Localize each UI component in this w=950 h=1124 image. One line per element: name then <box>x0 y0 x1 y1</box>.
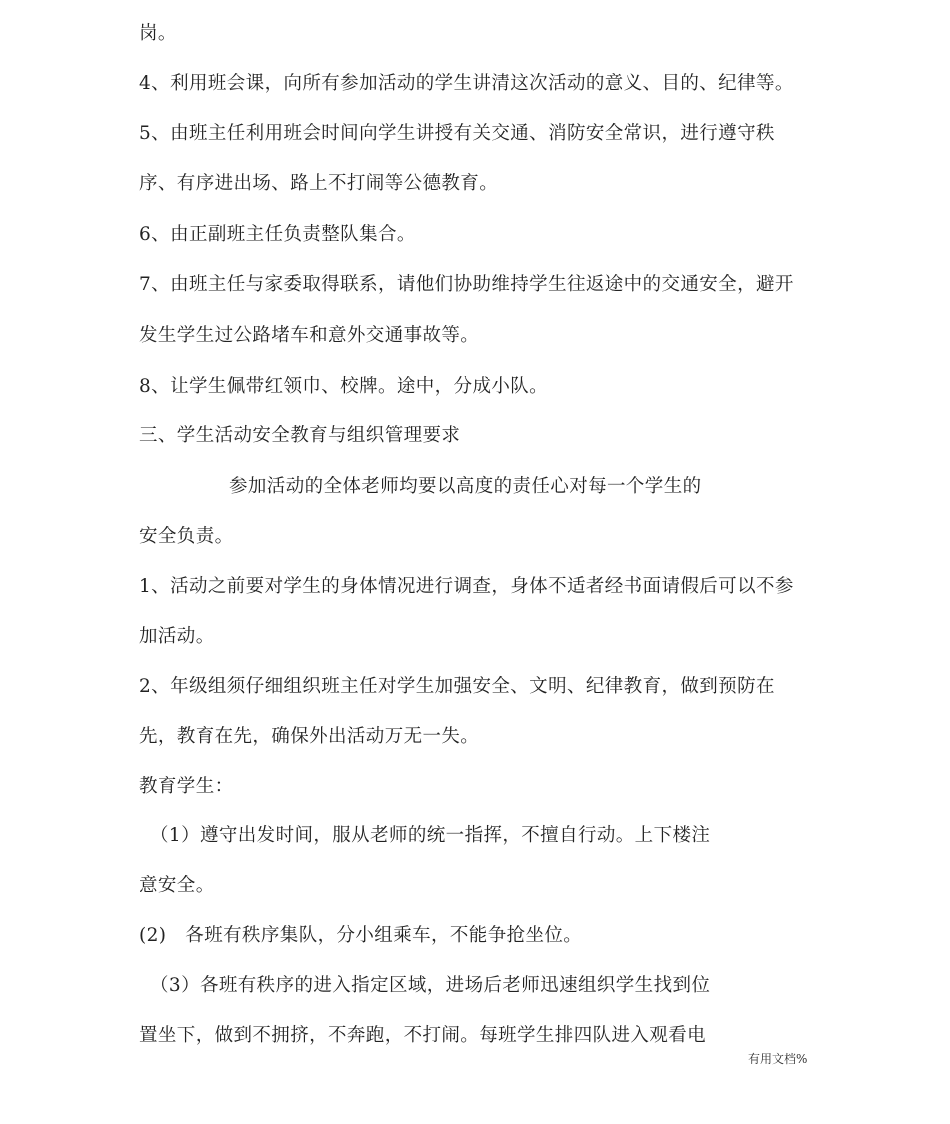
text-line-3: 5、由班主任利用班会时间向学生讲授有关交通、消防安全常识，进行遵守秩 <box>139 123 775 144</box>
text-line-11: 安全负责。 <box>139 526 234 547</box>
text-line-7: 发生学生过公路堵车和意外交通事故等。 <box>139 325 480 346</box>
text-line-20: （3）各班有秩序的进入指定区域，进场后老师迅速组织学生找到位 <box>150 975 711 996</box>
text-line-17: （1）遵守出发时间，服从老师的统一指挥，不擅自行动。上下楼注 <box>150 825 711 846</box>
text-line-8: 8、让学生佩带红领巾、校牌。途中，分成小队。 <box>139 376 549 397</box>
text-line-5: 6、由正副班主任负责整队集合。 <box>139 224 416 245</box>
text-line-13: 加活动。 <box>139 626 215 647</box>
text-line-1: 岗。 <box>139 23 177 44</box>
text-line-10: 参加活动的全体老师均要以高度的责任心对每一个学生的 <box>229 476 702 497</box>
text-line-6: 7、由班主任与家委取得联系，请他们协助维持学生往返途中的交通安全，避开 <box>139 274 794 295</box>
text-line-12: 1、活动之前要对学生的身体情况进行调查，身体不适者经书面请假后可以不参 <box>139 576 794 597</box>
section-heading: 三、学生活动安全教育与组织管理要求 <box>139 425 461 446</box>
page-footer: 有用文档% <box>748 1052 808 1066</box>
text-line-18: 意安全。 <box>139 875 215 896</box>
text-line-21: 置坐下，做到不拥挤，不奔跑，不打闹。每班学生排四队进入观看电 <box>139 1025 707 1046</box>
text-line-2: 4、利用班会课，向所有参加活动的学生讲清这次活动的意义、目的、纪律等。 <box>139 73 794 94</box>
text-line-15: 先，教育在先，确保外出活动万无一失。 <box>139 726 480 747</box>
text-line-14: 2、年级组须仔细组织班主任对学生加强安全、文明、纪律教育，做到预防在 <box>139 676 775 697</box>
text-line-4: 序、有序进出场、路上不打闹等公德教育。 <box>139 173 499 194</box>
text-line-16: 教育学生： <box>139 776 234 797</box>
text-line-19: (2) 各班有秩序集队，分小组乘车，不能争抢坐位。 <box>139 925 583 946</box>
